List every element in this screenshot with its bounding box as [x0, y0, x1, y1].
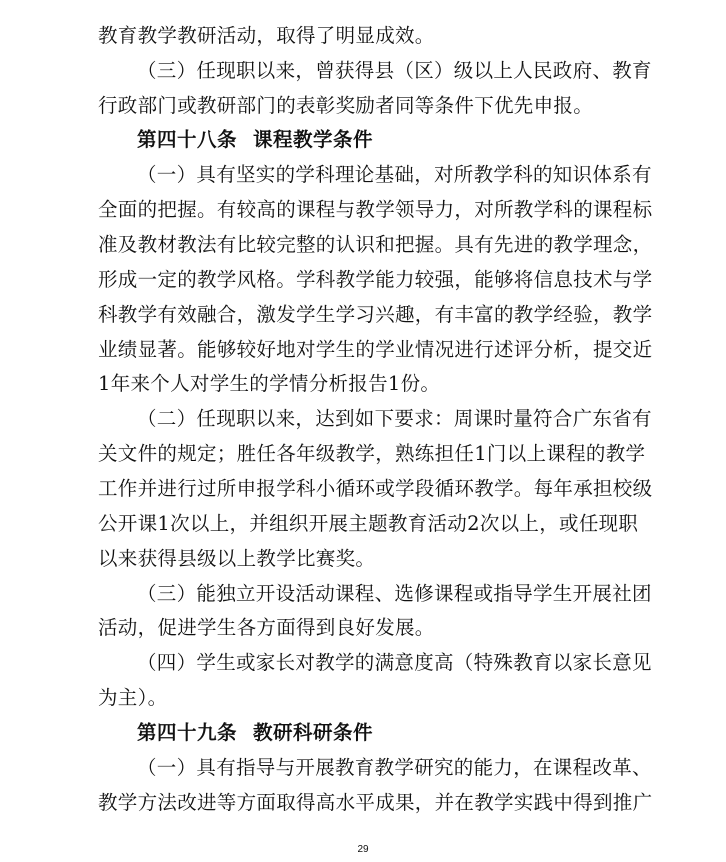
text-line: 以来获得县级以上教学比赛奖。 [98, 547, 376, 570]
text-line: （一）具有指导与开展教育教学研究的能力，在课程改革、 [137, 756, 652, 779]
text-line: （二）任现职以来，达到如下要求：周课时量符合广东省有 [137, 407, 652, 430]
article-number: 第四十八条 [137, 128, 238, 151]
text-line: 1年来个人对学生的学情分析报告1份。 [98, 372, 441, 395]
text-line: 为主）。 [98, 686, 168, 709]
text-line: （一）具有坚实的学科理论基础，对所教学科的知识体系有 [137, 163, 652, 186]
text-line: 行政部门或教研部门的表彰奖励者同等条件下优先申报。 [98, 94, 594, 117]
text-line: 关文件的规定；胜任各年级教学，熟练担任1门以上课程的教学 [98, 442, 646, 465]
text-line: 教育教学教研活动，取得了明显成效。 [98, 24, 435, 47]
text-line: （三）任现职以来，曾获得县（区）级以上人民政府、教育 [137, 59, 652, 82]
text-line: 形成一定的教学风格。学科教学能力较强，能够将信息技术与学 [98, 268, 653, 291]
text-line: 准及教材教法有比较完整的认识和把握。具有先进的教学理念， [98, 233, 653, 256]
article-number: 第四十九条 [137, 721, 238, 744]
text-line: 科教学有效融合，激发学生学习兴趣，有丰富的教学经验，教学 [98, 303, 653, 326]
text-line: （三）能独立开设活动课程、选修课程或指导学生开展社团 [137, 582, 652, 605]
article-title: 教研科研条件 [253, 721, 374, 744]
article-48-heading [137, 126, 373, 154]
text-line: 活动，促进学生各方面得到良好发展。 [98, 616, 435, 639]
text-line: 教学方法改进等方面取得高水平成果，并在教学实践中得到推广 [98, 791, 653, 814]
text-line: 工作并进行过所申报学科小循环或学段循环教学。每年承担校级 [98, 477, 653, 500]
text-line: 公开课1次以上，并组织开展主题教育活动2次以上，或任现职 [98, 512, 639, 535]
article-49-heading [137, 719, 373, 747]
text-line: （四）学生或家长对教学的满意度高（特殊教育以家长意见 [137, 651, 652, 674]
text-line: 业绩显著。能够较好地对学生的学业情况进行述评分析，提交近 [98, 338, 653, 361]
text-line: 全面的把握。有较高的课程与教学领导力，对所教学科的课程标 [98, 198, 653, 221]
article-title: 课程教学条件 [253, 128, 374, 151]
page-number: 29 [357, 844, 369, 855]
